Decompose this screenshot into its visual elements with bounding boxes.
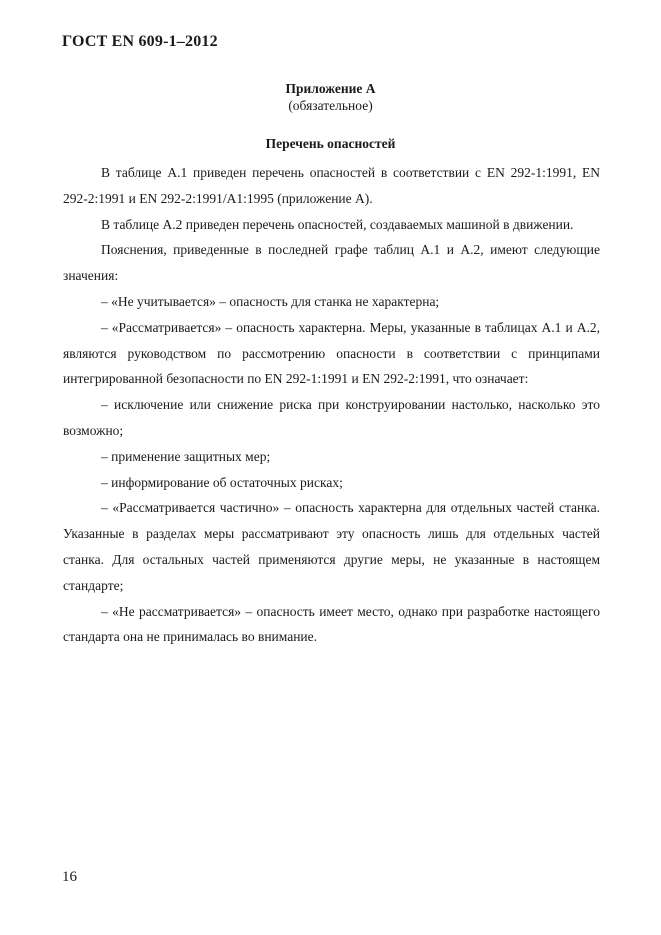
list-item-protective-measures: – применение защитных мер; — [101, 448, 271, 464]
section-title: Перечень опасностей — [265, 136, 396, 151]
body-text — [63, 160, 600, 650]
list-item-risk-reduction: – исключение или снижение риска при конструировании настолько, насколько это возможно; — [63, 397, 600, 438]
annex-title: Приложение А — [285, 81, 376, 96]
list-item-not-addressed: – «Не рассматривается» – опасность имеет место, однако при разработке настоящего стандарта она не принималась во внимание. — [63, 603, 600, 645]
paragraph-table-a2: В таблице А.2 приведен перечень опасностей, создаваемых машиной в движении. — [101, 216, 574, 232]
list-item-not-considered: – «Не учитывается» – опасность для станка не характерна; — [101, 293, 440, 309]
paragraph-table-a1: В таблице А.1 приведен перечень опасностей в соответствии с EN 292-1:1991, EN 292-2:1991 и EN 292-2:1991/A1:1995 (приложение А). — [63, 165, 600, 206]
list-item-partially-considered: – «Рассматривается частично» – опасность характерна для отдельных частей станка. Указанные в разделах меры рассматривают эту опасность лишь для отдельных частей станка. Для остальных частей применяются другие меры, не указанные в настоящем стандарте; — [63, 500, 600, 593]
page-number: 16 — [62, 869, 77, 885]
list-item-considered: – «Рассматривается» – опасность характерна. Меры, указанные в таблицах А.1 и А.2, являются руководством по рассмотрению опасности в соответствии с принципами интегрированной безопасности по EN 292-1:1991 и EN 292-2:1991, что означает: — [63, 319, 600, 387]
paragraph-explanations: Пояснения, приведенные в последней графе таблиц А.1 и А.2, имеют следующие значения: — [63, 242, 600, 284]
document-code-header: ГОСТ EN 609-1–2012 — [62, 33, 218, 50]
annex-status: (обязательное) — [288, 98, 373, 113]
list-item-residual-risks: – информирование об остаточных рисках; — [101, 474, 343, 490]
